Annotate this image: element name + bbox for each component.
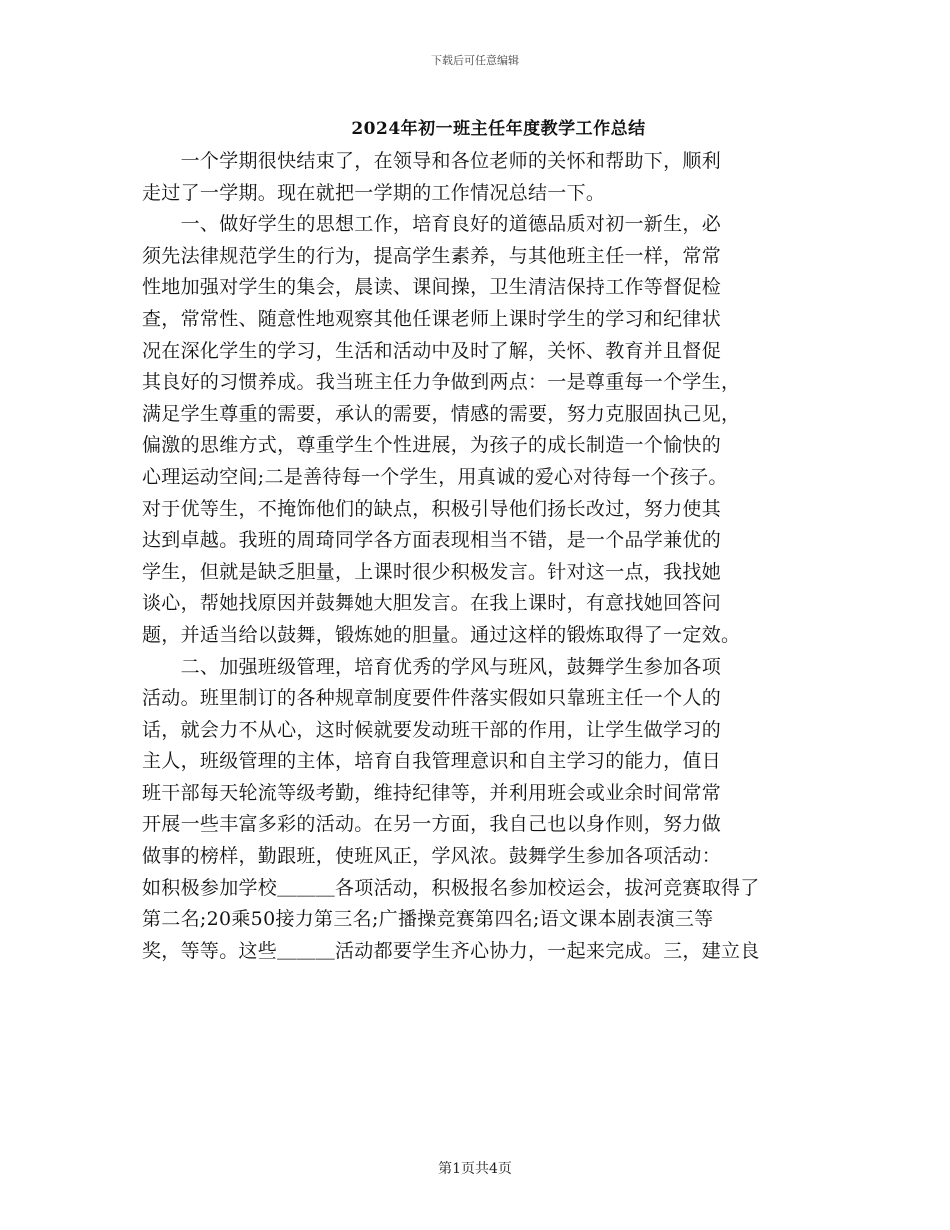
body-line: 况在深化学生的学习，生活和活动中及时了解，关怀、教育并且督促 [142,339,722,362]
body-line: 须先法律规范学生的行为，提高学生素养，与其他班主任一样，常常 [142,244,722,267]
body-line: 活动。班里制订的各种规章制度要件件落实假如只靠班主任一个人的 [142,687,722,710]
body-line: 班干部每天轮流等级考勤，维持纪律等，并利用班会或业余时间常常 [142,781,722,804]
body-line: 谈心，帮她找原因并鼓舞她大胆发言。在我上课时，有意找她回答问 [142,592,722,615]
body-line: 查，常常性、随意性地观察其他任课老师上课时学生的学习和纪律状 [142,307,722,330]
page-footer: 第1页共4页 [438,1161,512,1177]
body-line: 走过了一学期。现在就把一学期的工作情况总结一下。 [142,181,606,204]
body-line: 对于优等生，不掩饰他们的缺点，积极引导他们扬长改过，努力使其 [142,497,722,520]
document-body [142,146,812,967]
body-line: 第二名;20乘50接力第三名;广播操竞赛第四名;语文课本剧表演三等 [142,908,714,931]
header-note: 下载后可任意编辑 [431,54,519,67]
body-line: 满足学生尊重的需要，承认的需要，情感的需要，努力克服固执己见， [142,402,741,425]
body-line: 其良好的习惯养成。我当班主任力争做到两点：一是尊重每一个学生， [142,371,741,394]
body-line: 如积极参加学校＿＿＿各项活动，积极报名参加校运会，拔河竞赛取得了 [142,876,760,899]
body-line: 二、加强班级管理，培育优秀的学风与班风，鼓舞学生参加各项 [142,655,722,678]
document-title: 2024年初一班主任年度教学工作总结 [351,119,646,139]
body-line: 主人，班级管理的主体，培育自我管理意识和自主学习的能力，值日 [142,750,722,773]
body-line: 达到卓越。我班的周琦同学各方面表现相当不错，是一个品学兼优的 [142,529,722,552]
body-line: 一、做好学生的思想工作，培育良好的道德品质对初一新生，必 [142,213,722,236]
body-line: 偏激的思维方式，尊重学生个性进展，为孩子的成长制造一个愉快的 [142,434,722,457]
body-line: 开展一些丰富多彩的活动。在另一方面，我自己也以身作则，努力做 [142,813,722,836]
body-line: 做事的榜样，勤跟班，使班风正，学风浓。鼓舞学生参加各项活动： [142,845,722,868]
body-line: 奖，等等。这些＿＿＿活动都要学生齐心协力，一起来完成。三，建立良 [142,939,760,962]
body-line: 性地加强对学生的集会，晨读、课间操，卫生清洁保持工作等督促检 [142,276,722,299]
body-line: 学生，但就是缺乏胆量，上课时很少积极发言。针对这一点，我找她 [142,560,722,583]
body-line: 一个学期很快结束了，在领导和各位老师的关怀和帮助下，顺利 [142,150,722,172]
body-line: 题，并适当给以鼓舞，锻炼她的胆量。通过这样的锻炼取得了一定效。 [142,623,741,646]
body-line: 话，就会力不从心，这时候就要发动班干部的作用，让学生做学习的 [142,718,722,741]
body-line: 心理运动空间;二是善待每一个学生，用真诚的爱心对待每一个孩子。 [142,465,728,488]
